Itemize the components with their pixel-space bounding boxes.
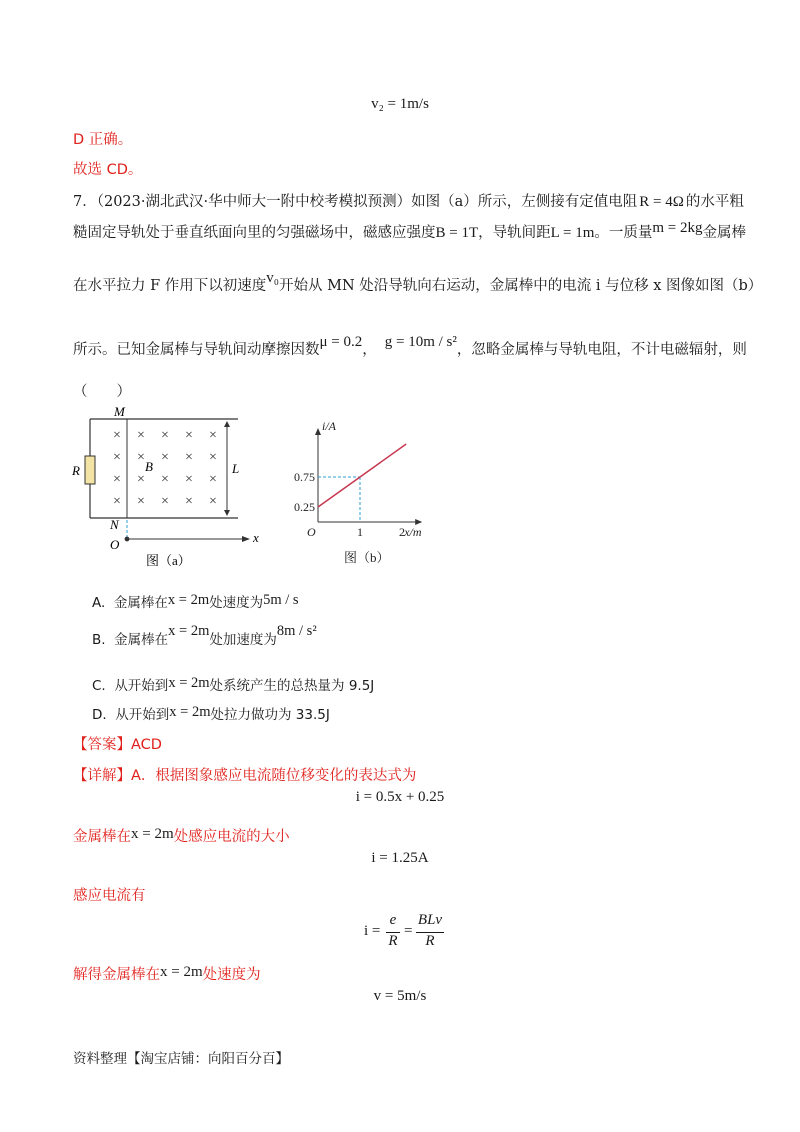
current-at-2m-text: 金属棒在x = 2m处感应电流的大小 (73, 826, 290, 845)
question-line-3: 在水平拉力 F 作用下以初速度v₀开始从 MN 处沿导轨向右运动，金属棒中的电流 i 与位移 x 图像如图（b） (73, 270, 763, 294)
field-cross: × (137, 450, 145, 465)
field-cross: × (137, 428, 145, 443)
equation-v2: v₂ = 1m/s (371, 96, 429, 112)
label-r: R (72, 463, 80, 478)
x-axis-label: x/m (404, 525, 422, 539)
y-tick-label: 0.75 (294, 470, 315, 484)
field-cross: × (209, 450, 217, 465)
x-tick-label: 2 (399, 525, 405, 539)
figure-a-circuit (70, 402, 270, 572)
field-cross: × (137, 472, 145, 487)
label-b: B (145, 459, 153, 474)
field-cross: × (185, 428, 193, 443)
induced-current-text: 感应电流有 (73, 888, 146, 904)
field-cross: × (209, 472, 217, 487)
field-cross: × (185, 494, 193, 509)
field-cross: × (161, 472, 169, 487)
y-axis-label: i/A (322, 419, 336, 433)
magnetic-field-crosses (113, 428, 217, 509)
field-cross: × (113, 494, 121, 509)
y-axis-arrow (315, 428, 321, 435)
detail-text: 【详解】A．根据图象感应电流随位移变化的表达式为 (73, 768, 417, 784)
field-cross: × (137, 494, 145, 509)
equation-i-fraction: i = e R = BLv R (364, 912, 443, 949)
origin-label: O (307, 525, 316, 539)
field-cross: × (161, 494, 169, 509)
option-a[interactable]: A. 金属棒在x = 2m处速度为5m / s (92, 592, 299, 611)
field-cross: × (185, 450, 193, 465)
field-cross: × (161, 450, 169, 465)
question-line-2: 糙固定导轨处于垂直纸面向里的匀强磁场中，磁感应强度B = 1T，导轨间距L = 1m。一质量m = 2kg金属棒 (73, 220, 747, 241)
origin-dot (125, 537, 130, 542)
label-o: O (110, 537, 120, 552)
figure-b-chart (290, 410, 450, 572)
label-x: x (253, 530, 259, 545)
d-correct-text: D 正确。 (73, 132, 133, 148)
solve-velocity-text: 解得金属棒在x = 2m处速度为 (73, 964, 261, 983)
field-cross: × (113, 450, 121, 465)
field-cross: × (113, 472, 121, 487)
equation-i-linear: i = 0.5x + 0.25 (355, 789, 445, 805)
equation-v-value: v = 5m/s (373, 988, 427, 1004)
option-b[interactable]: B. 金属棒在x = 2m处加速度为8m / s² (92, 623, 317, 648)
caption-b: 图（b） (344, 550, 390, 565)
field-cross: × (185, 472, 193, 487)
field-cross: × (209, 428, 217, 443)
option-c[interactable]: C. 从开始到x = 2m处系统产生的总热量为 9.5J (92, 675, 375, 694)
field-cross: × (113, 428, 121, 443)
question-number: 7． (73, 194, 97, 210)
resistor (85, 456, 95, 484)
y-tick-label: 0.25 (294, 500, 315, 514)
label-m: M (114, 404, 125, 419)
answer-paren: （ ） (73, 384, 131, 400)
option-d[interactable]: D. 从开始到x = 2m处拉力做功为 33.5J (92, 704, 330, 723)
x-tick-label: 1 (357, 525, 363, 539)
question-line-1: 7．（2023·湖北武汉·华中师大一附中校考模拟预测）如图（a）所示，左侧接有定值电阻 R = 4Ω 的水平粗 (73, 194, 744, 210)
series-line-i (318, 444, 406, 507)
equation-i-value: i = 1.25A (371, 850, 429, 866)
field-cross: × (161, 428, 169, 443)
question-line-4: 所示。已知金属棒与导轨间动摩擦因数μ = 0.2， g = 10m / s²，忽略金属棒与导轨电阻，不计电磁辐射，则 (73, 334, 747, 358)
footer-source: 资料整理【淘宝店铺：向阳百分百】 (73, 1051, 289, 1067)
label-l: L (232, 461, 240, 476)
label-n: N (110, 517, 119, 532)
caption-a: 图（a） (146, 553, 191, 568)
answer-label: 【答案】ACD (73, 737, 162, 753)
field-cross: × (209, 494, 217, 509)
choose-text: 故选 CD。 (73, 162, 143, 178)
